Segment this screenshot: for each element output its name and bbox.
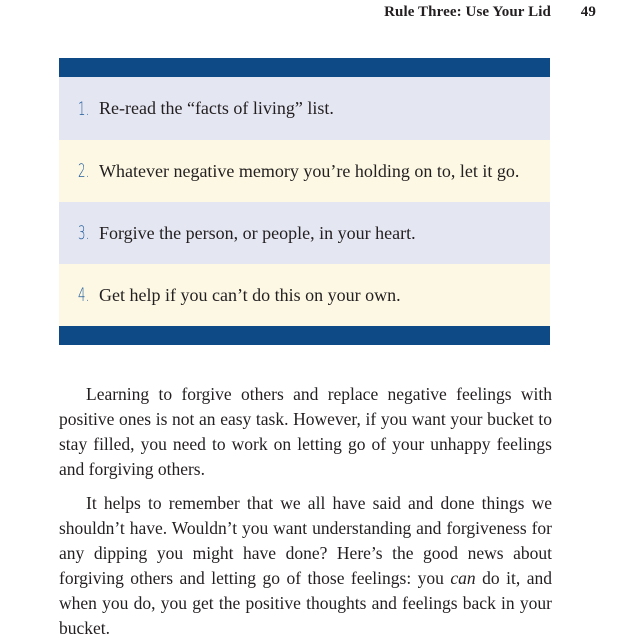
step-number: 3. xyxy=(78,222,90,244)
step-text: Get help if you can’t do this on your own. xyxy=(99,284,401,305)
paragraph-2-emphasis: can xyxy=(450,568,476,588)
step-text: Forgive the person, or people, in your heart. xyxy=(99,222,416,243)
paragraph-2 xyxy=(59,491,552,640)
steps-top-band xyxy=(59,58,550,77)
step-text: Whatever negative memory you’re holding on to, let it go. xyxy=(99,160,520,181)
step-number: 4. xyxy=(78,284,90,306)
paragraph-2-start: It helps to remember that we all have said and done things we shouldn’t have. Wouldn’t you want understanding and forgiveness for any dipping you might have done? Here’s the good news about forgiving others and letting go of those feelings: you xyxy=(59,493,552,588)
page-number: 49 xyxy=(580,4,596,20)
body-text xyxy=(59,382,552,640)
step-text: Re-read the “facts of living” list. xyxy=(99,98,334,118)
step-item-3 xyxy=(59,202,550,264)
step-number: 1. xyxy=(78,97,90,120)
step-item-4 xyxy=(59,264,550,326)
running-head xyxy=(384,4,596,21)
chapter-title: Rule Three: Use Your Lid xyxy=(384,4,551,20)
steps-box xyxy=(59,58,550,345)
step-item-2 xyxy=(59,140,550,202)
step-number: 2. xyxy=(78,160,90,182)
paragraph-1: Learning to forgive others and replace negative feelings with positive ones is not an easy task. However, if you want your bucket to stay filled, you need to work on letting go of your unhappy feelings and forgiving others. xyxy=(59,384,552,479)
steps-bottom-band xyxy=(59,326,550,345)
step-item-1 xyxy=(59,77,550,140)
paragraph-2-end: do it, and when you do, you get the positive thoughts and feelings back in your bucket. xyxy=(59,568,552,638)
